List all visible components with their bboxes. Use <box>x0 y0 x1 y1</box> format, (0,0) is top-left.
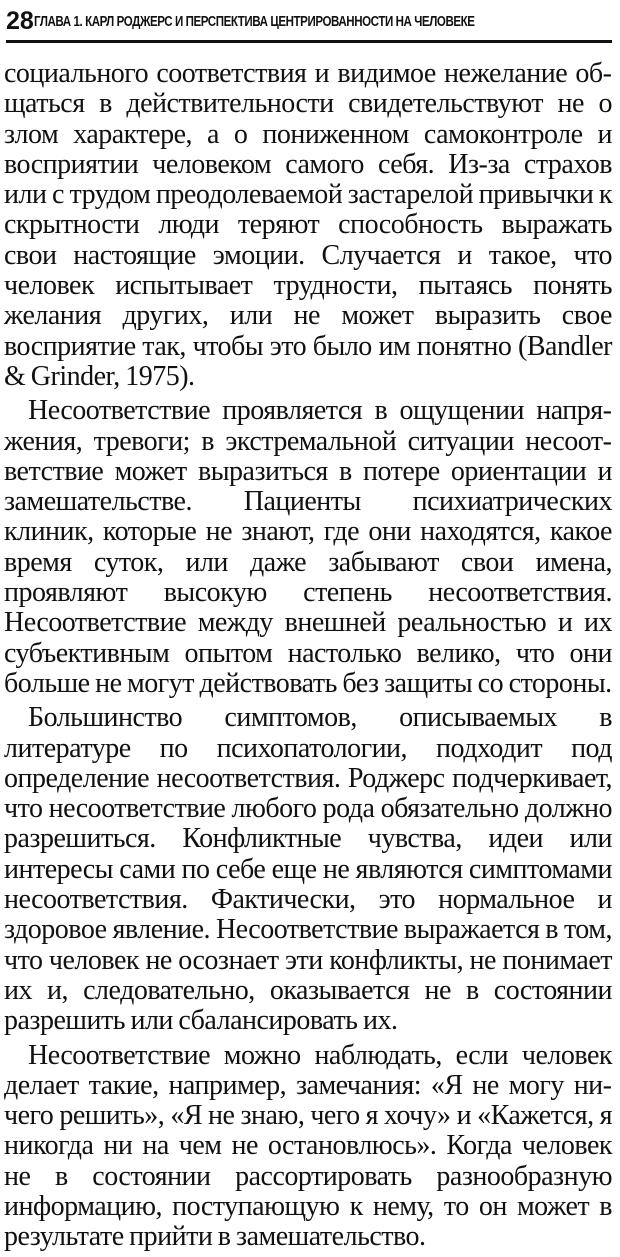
chapter-title: ГЛАВА 1. КАРЛ РОДЖЕРС И ПЕРСПЕКТИВА ЦЕНТРИРОВАННОСТИ НА ЧЕЛОВЕКЕ <box>33 13 475 30</box>
paragraph-3: Большинство симптомов, описываемых в литературе по психопатологии, подходит под определение несоответствия. Роджерс подчеркивает, что несоответствие любого рода обязательно должно разрешиться. Конфликтные чувства, идеи или интересы сами по себе еще не являются симптомами несоответствия. Фактически, это нормальное и здоровое явление. Несоответствие выражается в том, что человек не осознает эти конфликты, не понимает их и, следовательно, оказывается не в состоянии разрешить или сбалансировать их. <box>4 702 612 1037</box>
paragraph-2: Несоответствие проявляется в ощущении напряжения, тревоги; в экстремальной ситуации несоответствие может выразиться в потере ориентации и замешательстве. Пациенты психиатрических клиник, которые не знают, где они находятся, какое время суток, или даже забывают свои имена, проявляют высокую степень несоответствия. Несоответствие между внешней реальностью и их субъективным опытом настолько велико, что они больше не могут действовать без защиты со стороны. <box>4 395 612 699</box>
paragraph-1: социального соответствия и видимое нежелание общаться в действительности свидетельствуют не о злом характере, а о пониженном самоконтроле и восприятии человеком самого себя. Из-за страхов или с трудом преодолеваемой застарелой привычки к скрытности люди теряют способность выражать свои настоящие эмоции. Случается и такое, что человек испытывает трудности, пытаясь понять желания других, или не может выразить свое восприятие так, чтобы это было им понятно (Bandler & Grinder, 1975). <box>4 58 612 392</box>
body-text <box>4 59 612 1257</box>
paragraph-4: Несоответствие можно наблюдать, если человек делает такие, например, замечания: «Я не могу ничего решить», «Я не знаю, чего я хочу» и «Кажется, я никогда ни на чем не остановлюсь». Когда человек не в состоянии рассортировать разнообразную информацию, поступающую к нему, то он может в результате прийти в замешательство. <box>4 1039 612 1253</box>
running-header <box>6 0 612 43</box>
page-number: 28 <box>6 7 34 35</box>
